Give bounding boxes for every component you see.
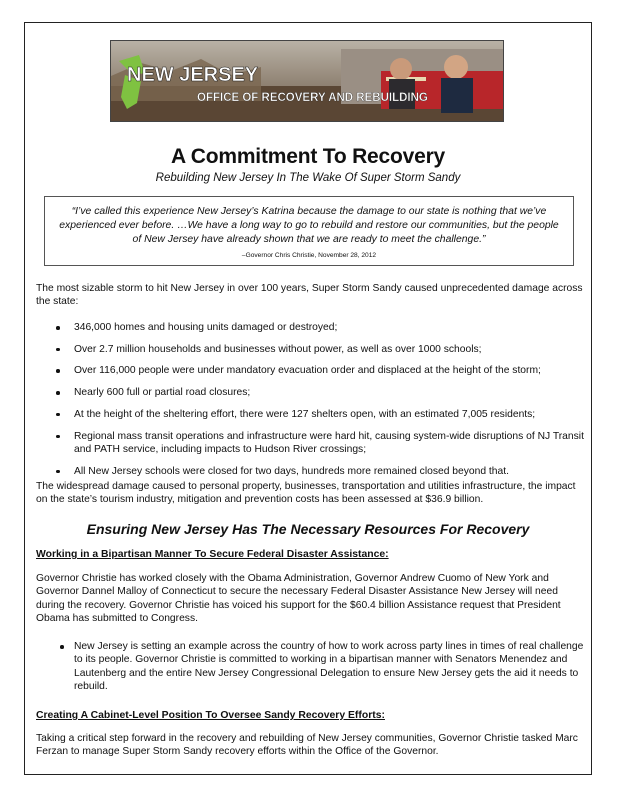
bullet-icon [56,470,60,474]
list-item [36,465,584,478]
list-item-text: Nearly 600 full or partial road closures; [74,387,251,399]
page-subtitle: Rebuilding New Jersey In The Wake Of Super Storm Sandy [155,172,461,184]
bullet-icon [56,413,60,417]
quote-text: “I’ve called this experience New Jersey’s Katrina because the damage to our state is nothing that we’ve experienced ever before. …We have a long way to go to rebuild and restore our communities, but the people of New Jersey have already shown that we are ready to meet the challenge.” [59,206,559,245]
subhead-federal-assistance: Working in a Bipartisan Manner To Secure Federal Disaster Assistance: [36,549,389,560]
office-banner [110,40,504,122]
section-heading: Ensuring New Jersey Has The Necessary Resources For Recovery [86,521,530,537]
banner-line-1: NEW JERSEY [127,64,259,86]
list-item-text: At the height of the sheltering effort, there were 127 shelters open, with an estimated 7,005 residents; [74,408,536,420]
quote-attribution: –Governor Chris Christie, November 28, 2012 [241,252,377,259]
governor-quote [44,196,574,266]
list-item [36,408,584,421]
list-item [36,343,584,356]
bullet-icon [56,435,60,439]
list-item [56,640,584,694]
bullet-icon [56,391,60,395]
damage-list [36,321,584,486]
page-title: A Commitment To Recovery [170,145,446,168]
bullet-icon [60,645,64,649]
list-item [36,430,584,457]
list-item [36,386,584,399]
list-item [36,321,584,334]
list-item [36,364,584,377]
list-item-text: Over 2.7 million households and businesses without power, as well as over 1000 schools; [74,343,482,355]
bullet-icon [56,369,60,373]
bullet-icon [56,326,60,330]
banner-line-2: OFFICE OF RECOVERY AND REBUILDING [197,92,428,104]
list-item-text: 346,000 homes and housing units damaged or destroyed; [74,322,338,333]
damage-cost-paragraph: The widespread damage caused to personal property, businesses, transportation and utilities infrastructure, the impact on the state’s tourism industry, mitigation and prevention costs has been assessed at $36.9 billion. [36,481,576,506]
intro-paragraph: The most sizable storm to hit New Jersey in over 100 years, Super Storm Sandy caused unprecedented damage across the state: [36,283,583,308]
list-item-text: Over 116,000 people were under mandatory evacuation order and displaced at the height of the storm; [74,365,541,377]
subhead-cabinet-position: Creating A Cabinet-Level Position To Oversee Sandy Recovery Efforts: [36,710,385,721]
bullet-icon [56,348,60,352]
federal-assistance-paragraph: Governor Christie has worked closely with the Obama Administration, Governor Andrew Cuomo of New York and Governor Dannel Malloy of Connecticut to secure the necessary Federal Disaster Assistance New Jersey will need during the recovery. Governor Christie has voiced his support for the $60.4 billion Assistance request that President Obama has submitted to Congress. [36,573,561,625]
list-item-text: Regional mass transit operations and infrastructure were hard hit, causing system-wide disruptions of NJ Transit and PATH service, including impacts to Hudson River crossings; [74,430,584,455]
list-item-text: New Jersey is setting an example across the country of how to work across party lines in times of real challenge to its people. Governor Christie is committed to working in a bipartisan manner with Senators Menendez and Lautenberg and the entire New Jersey Congressional Delegation to ensure New Jersey gets the aid it needs to rebuild. [74,641,584,693]
banner-image [111,41,503,121]
cabinet-position-paragraph: Taking a critical step forward in the recovery and rebuilding of New Jersey communities, Governor Christie tasked Marc Ferzan to manage Super Storm Sandy recovery efforts within the Office of the Governor. [36,733,578,758]
list-item-text: All New Jersey schools were closed for two days, hundreds more remained closed beyond that. [74,465,509,477]
